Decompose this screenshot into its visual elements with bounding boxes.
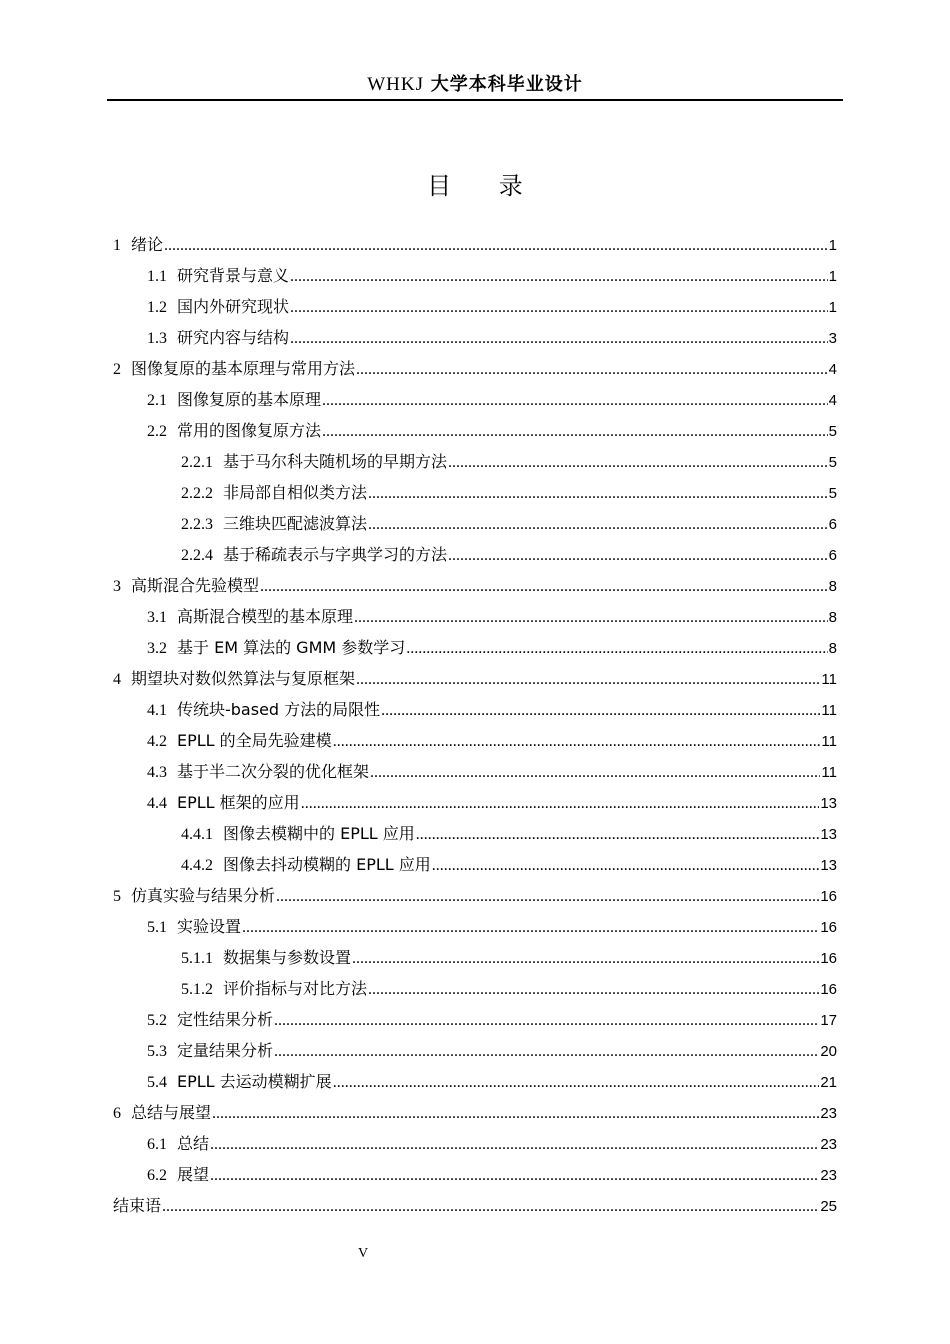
toc-entry-page: 13 [820, 857, 837, 874]
toc-entry-number: 4.4 [147, 795, 167, 812]
header-divider [107, 99, 843, 101]
toc-entry-page: 5 [828, 454, 837, 471]
header-title: 大学本科毕业设计 [430, 74, 583, 95]
toc-entry-title: 传统块-based 方法的局限性 [177, 700, 381, 719]
dot-leader [356, 354, 828, 385]
toc-entry-page: 1 [828, 237, 837, 254]
dot-leader [301, 788, 820, 819]
toc-entry-page: 13 [820, 826, 837, 843]
toc-entry-page: 23 [820, 1167, 837, 1184]
dot-leader [448, 540, 828, 571]
dot-leader [290, 261, 828, 292]
dot-leader [210, 1129, 819, 1160]
toc-entry[interactable] [113, 1159, 837, 1190]
toc-entry-number: 4.3 [147, 764, 167, 781]
dot-leader [322, 385, 828, 416]
toc-title: 目 录 [427, 172, 543, 200]
dot-leader [276, 881, 819, 912]
toc-entry-page: 16 [820, 950, 837, 967]
toc-entry-number: 2.2.4 [181, 547, 213, 564]
page-header [107, 70, 843, 96]
toc-entry-title: 研究内容与结构 [177, 328, 290, 347]
toc-entry-number: 4 [113, 671, 121, 688]
toc-entry[interactable] [113, 539, 837, 570]
toc-entry-page: 23 [820, 1105, 837, 1122]
page-number: V [357, 1246, 369, 1261]
dot-leader [164, 230, 828, 261]
toc-entry-page: 6 [828, 547, 837, 564]
toc-entry-title: 期望块对数似然算法与复原框架 [131, 669, 356, 688]
toc-entry-page: 3 [828, 330, 837, 347]
toc-entry-page: 5 [828, 423, 837, 440]
toc-entry-title: 结束语 [113, 1196, 162, 1215]
dot-leader [381, 695, 820, 726]
toc-entry-number: 5.4 [147, 1074, 167, 1091]
toc-entry-title: 图像复原的基本原理与常用方法 [131, 359, 356, 378]
toc-entry-number: 4.4.1 [181, 826, 213, 843]
toc-entry-title: 定量结果分析 [177, 1041, 274, 1060]
dot-leader [333, 726, 821, 757]
toc-entry[interactable] [113, 1066, 837, 1097]
dot-leader [448, 447, 828, 478]
toc-entry-page: 16 [820, 888, 837, 905]
toc-entry-page: 8 [828, 640, 837, 657]
toc-entry-number: 5.1.2 [181, 981, 213, 998]
toc-entry-number: 2.1 [147, 392, 167, 409]
toc-entry-page: 16 [820, 919, 837, 936]
toc-entry-number: 1 [113, 237, 121, 254]
toc-entry-page: 5 [828, 485, 837, 502]
toc-entry[interactable] [113, 229, 837, 260]
toc-entry-number: 1.2 [147, 299, 167, 316]
toc-entry-number: 5 [113, 888, 121, 905]
toc-entry-page: 11 [821, 702, 837, 719]
dot-leader [352, 943, 819, 974]
toc-entry-number: 2.2.3 [181, 516, 213, 533]
dot-leader [354, 602, 828, 633]
toc-entry-number: 5.1.1 [181, 950, 213, 967]
dot-leader [368, 478, 828, 509]
toc-entry[interactable] [113, 1097, 837, 1128]
toc-entry-title: EPLL 框架的应用 [177, 793, 300, 812]
toc-entry-title: 国内外研究现状 [177, 297, 290, 316]
toc-entry[interactable] [113, 570, 837, 601]
toc-entry-title: 基于半二次分裂的优化框架 [177, 762, 370, 781]
toc-entry[interactable] [113, 911, 837, 942]
toc-entry-title: 定性结果分析 [177, 1010, 274, 1029]
dot-leader [416, 819, 820, 850]
toc-entry-page: 6 [828, 516, 837, 533]
toc-entry-page: 21 [820, 1074, 837, 1091]
toc-entry-title: 三维块匹配滤波算法 [223, 514, 368, 533]
toc-entry-title: 基于 EM 算法的 GMM 参数学习 [177, 638, 406, 657]
table-of-contents [113, 229, 837, 1221]
toc-entry-title: 评价指标与对比方法 [223, 979, 368, 998]
toc-entry-title: 高斯混合先验模型 [131, 576, 260, 595]
toc-entry-page: 11 [821, 764, 837, 781]
toc-entry-page: 17 [820, 1012, 837, 1029]
toc-entry-title: 图像去模糊中的 EPLL 应用 [223, 824, 415, 843]
toc-entry-number: 6 [113, 1105, 121, 1122]
toc-entry-page: 8 [828, 578, 837, 595]
toc-entry-number: 4.4.2 [181, 857, 213, 874]
toc-entry-title: EPLL 去运动模糊扩展 [177, 1072, 332, 1091]
toc-entry-title: 高斯混合模型的基本原理 [177, 607, 354, 626]
toc-entry-number: 2 [113, 361, 121, 378]
toc-entry[interactable] [113, 601, 837, 632]
toc-entry[interactable] [113, 322, 837, 353]
toc-entry[interactable] [113, 291, 837, 322]
toc-entry-page: 25 [820, 1198, 837, 1215]
toc-entry[interactable] [113, 415, 837, 446]
dot-leader [356, 664, 820, 695]
dot-leader [290, 323, 828, 354]
dot-leader [290, 292, 828, 323]
toc-entry[interactable] [113, 973, 837, 1004]
toc-entry-title: 图像复原的基本原理 [177, 390, 322, 409]
toc-entry-page: 8 [828, 609, 837, 626]
dot-leader [274, 1005, 819, 1036]
toc-entry-page: 11 [821, 733, 837, 750]
dot-leader [322, 416, 828, 447]
toc-entry-number: 6.2 [147, 1167, 167, 1184]
dot-leader [212, 1098, 819, 1129]
dot-leader [333, 1067, 820, 1098]
dot-leader [162, 1191, 819, 1222]
toc-entry[interactable] [113, 632, 837, 663]
page-footer [0, 1246, 950, 1262]
toc-entry-number: 2.2.2 [181, 485, 213, 502]
toc-entry-number: 4.2 [147, 733, 167, 750]
dot-leader [260, 571, 828, 602]
dot-leader [368, 509, 828, 540]
dot-leader [242, 912, 819, 943]
toc-entry[interactable] [113, 1035, 837, 1066]
toc-entry-page: 20 [820, 1043, 837, 1060]
toc-entry[interactable] [113, 756, 837, 787]
toc-entry-page: 11 [821, 671, 837, 688]
toc-entry[interactable] [113, 663, 837, 694]
toc-entry[interactable] [113, 849, 837, 880]
toc-entry[interactable] [113, 694, 837, 725]
toc-entry[interactable] [113, 1004, 837, 1035]
toc-entry[interactable] [113, 477, 837, 508]
toc-entry[interactable] [113, 725, 837, 756]
toc-entry-title: 展望 [177, 1165, 210, 1184]
dot-leader [432, 850, 820, 881]
toc-entry-title: 总结 [177, 1134, 210, 1153]
toc-entry-title: 实验设置 [177, 917, 242, 936]
dot-leader [210, 1160, 819, 1191]
toc-entry[interactable] [113, 446, 837, 477]
header-latin: WHKJ [367, 74, 425, 95]
toc-entry-page: 1 [828, 268, 837, 285]
toc-entry[interactable] [113, 787, 837, 818]
toc-entry[interactable] [113, 880, 837, 911]
toc-entry-title: 仿真实验与结果分析 [131, 886, 276, 905]
toc-entry-title: 绪论 [131, 235, 164, 254]
toc-entry-number: 3.2 [147, 640, 167, 657]
toc-entry-title: 图像去抖动模糊的 EPLL 应用 [223, 855, 431, 874]
toc-entry-title: 总结与展望 [131, 1103, 212, 1122]
toc-entry[interactable] [113, 384, 837, 415]
toc-entry-number: 5.1 [147, 919, 167, 936]
toc-entry[interactable] [113, 1190, 837, 1221]
toc-entry-title: 数据集与参数设置 [223, 948, 352, 967]
toc-entry-page: 4 [828, 392, 837, 409]
dot-leader [370, 757, 820, 788]
toc-entry-number: 5.2 [147, 1012, 167, 1029]
toc-entry-number: 2.2 [147, 423, 167, 440]
toc-entry-number: 1.1 [147, 268, 167, 285]
toc-entry-number: 3.1 [147, 609, 167, 626]
toc-entry-page: 1 [828, 299, 837, 316]
dot-leader [368, 974, 819, 1005]
toc-entry[interactable] [113, 1128, 837, 1159]
toc-entry-number: 4.1 [147, 702, 167, 719]
toc-entry[interactable] [113, 353, 837, 384]
toc-entry-number: 2.2.1 [181, 454, 213, 471]
toc-entry[interactable] [113, 260, 837, 291]
toc-entry[interactable] [113, 508, 837, 539]
toc-entry-title: 基于稀疏表示与字典学习的方法 [223, 545, 448, 564]
toc-entry-page: 4 [828, 361, 837, 378]
toc-entry-page: 23 [820, 1136, 837, 1153]
toc-entry-number: 5.3 [147, 1043, 167, 1060]
toc-entry-title: EPLL 的全局先验建模 [177, 731, 332, 750]
toc-entry[interactable] [113, 818, 837, 849]
toc-entry-page: 16 [820, 981, 837, 998]
toc-entry-title: 常用的图像复原方法 [177, 421, 322, 440]
toc-entry-number: 6.1 [147, 1136, 167, 1153]
toc-entry-number: 3 [113, 578, 121, 595]
toc-entry-page: 13 [820, 795, 837, 812]
toc-entry-title: 研究背景与意义 [177, 266, 290, 285]
dot-leader [406, 633, 827, 664]
toc-entry-number: 1.3 [147, 330, 167, 347]
toc-entry[interactable] [113, 942, 837, 973]
toc-entry-title: 非局部自相似类方法 [223, 483, 368, 502]
toc-entry-title: 基于马尔科夫随机场的早期方法 [223, 452, 448, 471]
dot-leader [274, 1036, 819, 1067]
